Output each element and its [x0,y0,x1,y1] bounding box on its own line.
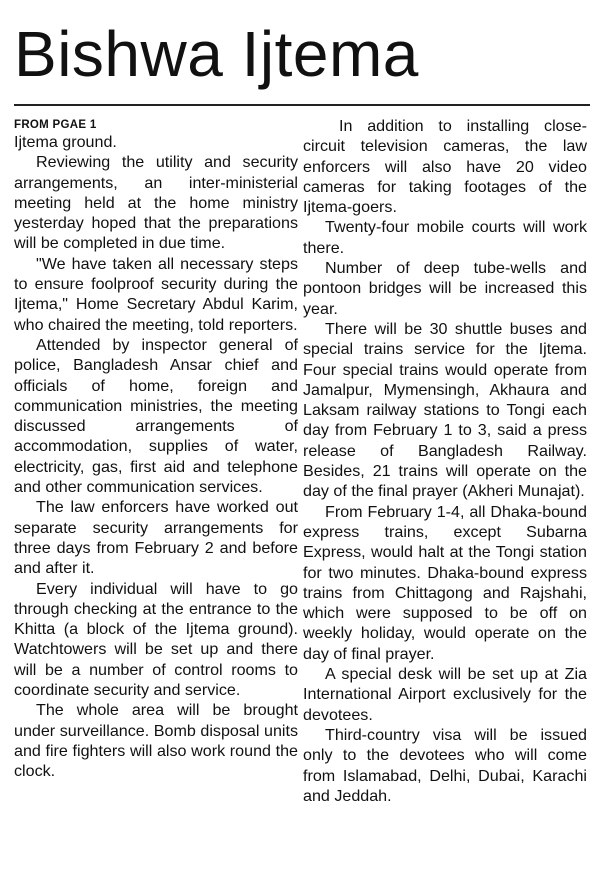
paragraph: "We have taken all necessary steps to ensure foolproof security during the Ijtema," Home Secretary Abdul Karim, who chaired the meeting, told reporters. [14,254,298,334]
paragraph: Number of deep tube-wells and pontoon bridges will be increased this year. [303,259,587,318]
paragraph: Reviewing the utility and security arrangements, an inter-ministerial meeting held at the home ministry yesterday hoped that the preparations will be completed in due time. [14,153,298,253]
paragraph: A special desk will be set up at Zia International Airport exclusively for the devotees. [303,665,587,724]
paragraph: Ijtema ground. [14,133,117,151]
article-column-left [14,116,298,782]
paragraph: The law enforcers have worked out separate security arrangements for three days from February 2 and before and after it. [14,498,298,578]
headline-rule [14,104,590,106]
paragraph: Attended by inspector general of police, Bangladesh Ansar chief and officials of home, foreign and communication ministries, the meeting discussed arrangements of accommodation, supplies of water, electricity, gas, first aid and telephone and other communication services. [14,335,298,497]
paragraph: Third-country visa will be issued only to the devotees who will come from Islamabad, Delhi, Dubai, Karachi and Jeddah. [303,725,587,805]
headline: Bishwa Ijtema [14,18,419,90]
paragraph: There will be 30 shuttle buses and special trains service for the Ijtema. Four special trains would operate from Jamalpur, Mymensingh, Akhaura and Laksam railway stations to Tongi each day from February 1 to 3, said a press release of Bangladesh Railway. Besides, 21 trains will operate on the day of the final prayer (Akheri Munajat). [303,319,587,501]
paragraph: In addition to installing close-circuit television cameras, the law enforcers will also have 20 video cameras for taking footages of the Ijtema-goers. [303,117,587,217]
continuation-kicker: FROM PGAE 1 [14,119,97,131]
paragraph: From February 1-4, all Dhaka-bound express trains, except Subarna Express, would halt at the Tongi station for two minutes. Dhaka-bound express trains from Chittagong and Rajshahi, which were supposed to be off on weekly holiday, would operate on the day of final prayer. [303,502,587,663]
paragraph: Twenty-four mobile courts will work there. [303,218,587,257]
paragraph: The whole area will be brought under surveillance. Bomb disposal units and fire fighters will also work round the clock. [14,701,298,781]
article-column-right [303,116,587,806]
paragraph: Every individual will have to go through checking at the entrance to the Khitta (a block of the Ijtema ground). Watchtowers will be set up and there will be a number of control rooms to coordinate security and service. [14,579,298,700]
